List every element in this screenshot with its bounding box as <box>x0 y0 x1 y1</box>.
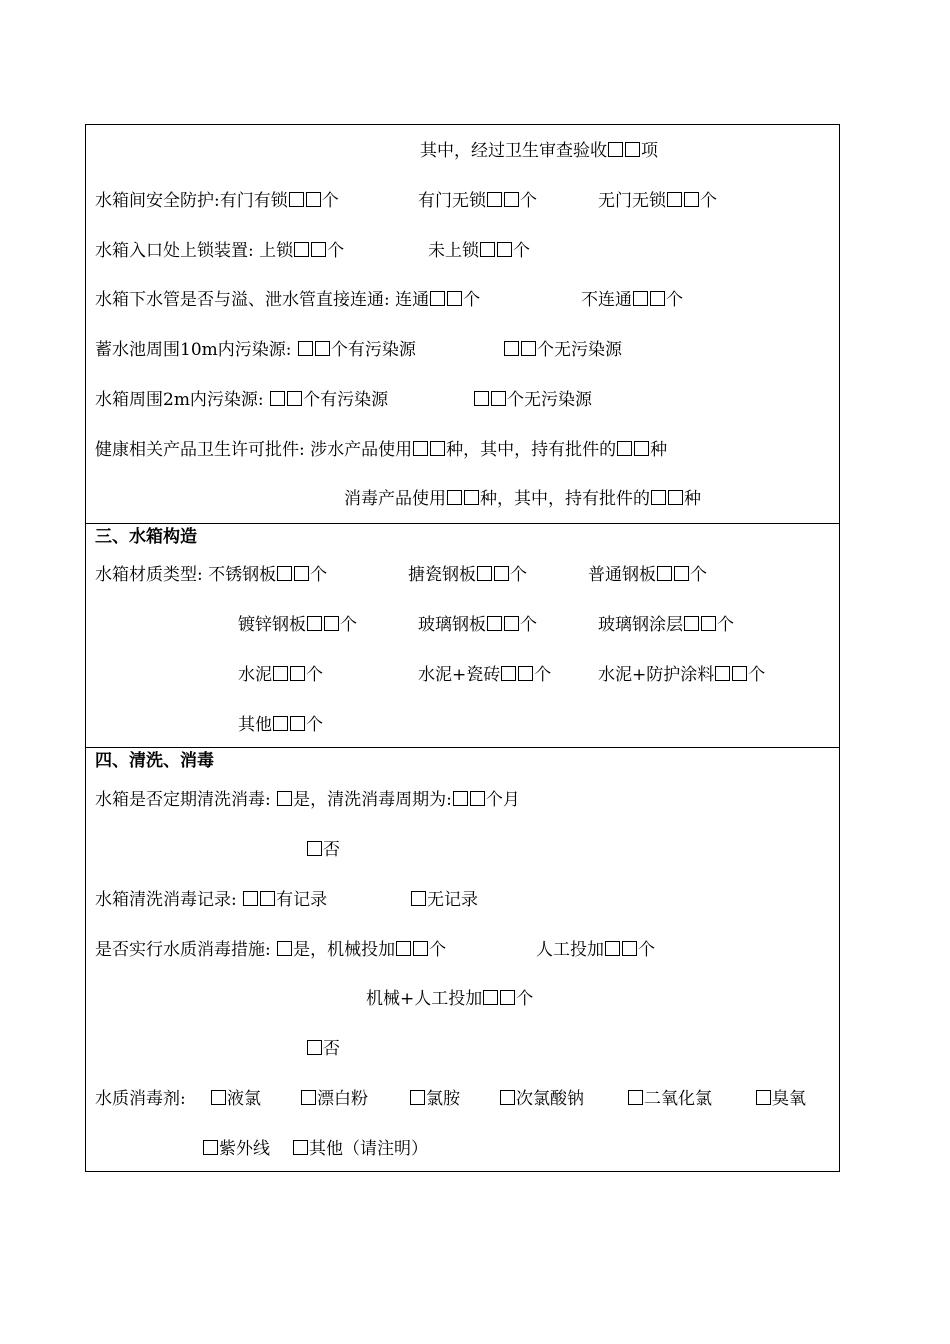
tank-no-pollution: 个无污染源 <box>473 389 592 411</box>
digit-box[interactable] <box>684 616 699 631</box>
digit-box[interactable] <box>487 192 502 207</box>
checkbox[interactable] <box>307 841 322 856</box>
digit-box[interactable] <box>518 666 533 681</box>
digit-box[interactable] <box>430 291 445 306</box>
digit-box[interactable] <box>625 142 640 157</box>
digit-box[interactable] <box>315 341 330 356</box>
lock-line: 水箱入口处上锁装置: 上锁 个 <box>95 241 345 261</box>
material-cement: 水泥 个 <box>238 665 323 685</box>
digit-box[interactable] <box>605 941 620 956</box>
checkbox[interactable] <box>277 791 292 806</box>
agent-bleach: 漂白粉 <box>300 1088 368 1110</box>
digit-box[interactable] <box>504 192 519 207</box>
digit-box[interactable] <box>480 242 495 257</box>
digit-box[interactable] <box>294 242 309 257</box>
digit-box[interactable] <box>650 291 665 306</box>
digit-box[interactable] <box>464 490 479 505</box>
security-opt2: 有门无锁 个 <box>418 191 537 211</box>
digit-box[interactable] <box>243 891 258 906</box>
digit-box[interactable] <box>273 716 288 731</box>
digit-box[interactable] <box>715 666 730 681</box>
digit-box[interactable] <box>311 242 326 257</box>
material-other: 其他 个 <box>238 715 323 735</box>
lock-opt2: 未上锁 个 <box>428 241 530 261</box>
tank-pollution-line: 水箱周围2m内污染源: 个有污染源 <box>95 390 389 410</box>
material-cement-coating: 水泥+防护涂料 个 <box>598 665 766 685</box>
material-cement-tile: 水泥+瓷砖 个 <box>418 665 552 685</box>
digit-box[interactable] <box>306 192 321 207</box>
record-line: 水箱清洗消毒记录: 有记录 <box>95 890 328 910</box>
digit-box[interactable] <box>608 142 623 157</box>
pool-pollution-line: 蓄水池周围10m内污染源: 个有污染源 <box>95 340 416 360</box>
material-fiberglass: 玻璃钢板 个 <box>418 615 537 635</box>
digit-box[interactable] <box>497 242 512 257</box>
digit-box[interactable] <box>634 441 649 456</box>
digit-box[interactable] <box>290 666 305 681</box>
digit-box[interactable] <box>732 666 747 681</box>
digit-box[interactable] <box>447 490 462 505</box>
digit-box[interactable] <box>504 341 519 356</box>
digit-box[interactable] <box>622 941 637 956</box>
digit-box[interactable] <box>447 291 462 306</box>
material-fiberglass-coating: 玻璃钢涂层 个 <box>598 615 734 635</box>
agent-other: 其他（请注明） <box>292 1138 428 1160</box>
digit-box[interactable] <box>474 391 489 406</box>
digit-box[interactable] <box>491 391 506 406</box>
digit-box[interactable] <box>324 616 339 631</box>
digit-box[interactable] <box>668 490 683 505</box>
checkbox[interactable] <box>756 1090 771 1105</box>
digit-box[interactable] <box>487 616 502 631</box>
digit-box[interactable] <box>501 666 516 681</box>
section-divider-four <box>85 747 840 748</box>
material-plain-steel: 普通钢板 个 <box>588 565 707 585</box>
digit-box[interactable] <box>651 490 666 505</box>
digit-box[interactable] <box>477 566 492 581</box>
manual-dosing: 人工投加 个 <box>536 940 655 960</box>
digit-box[interactable] <box>633 291 648 306</box>
pipe-line: 水箱下水管是否与溢、泄水管直接连通: 连通 个 <box>95 290 481 310</box>
digit-box[interactable] <box>500 990 515 1005</box>
digit-box[interactable] <box>617 441 632 456</box>
agent-ozone: 臭氧 <box>755 1088 806 1110</box>
digit-box[interactable] <box>504 616 519 631</box>
security-opt3: 无门无锁 个 <box>598 191 717 211</box>
mech-manual-dosing: 机械+人工投加 个 <box>366 989 534 1009</box>
material-line-1: 水箱材质类型: 不锈钢板 个 <box>95 565 328 585</box>
agent-chlorine-dioxide: 二氧化氯 <box>627 1088 712 1110</box>
digit-box[interactable] <box>307 616 322 631</box>
digit-box[interactable] <box>470 791 485 806</box>
material-enamel: 搪瓷钢板 个 <box>408 565 527 585</box>
section-four-title: 四、清洗、消毒 <box>95 751 214 771</box>
digit-box[interactable] <box>521 341 536 356</box>
agent-uv: 紫外线 <box>202 1138 270 1160</box>
digit-box[interactable] <box>430 441 445 456</box>
checkbox[interactable] <box>203 1140 218 1155</box>
checkbox[interactable] <box>211 1090 226 1105</box>
digit-box[interactable] <box>413 441 428 456</box>
disinfect-product-line: 消毒产品使用 种，其中，持有批件的 种 <box>344 489 701 509</box>
agent-chloramine: 氯胺 <box>409 1088 460 1110</box>
measure-line: 是否实行水质消毒措施: 是，机械投加 个 <box>95 940 447 960</box>
inspection-form <box>85 124 840 1172</box>
checkbox[interactable] <box>277 941 292 956</box>
digit-box[interactable] <box>657 566 672 581</box>
digit-box[interactable] <box>260 891 275 906</box>
pipe-opt2: 不连通 个 <box>581 290 683 310</box>
digit-box[interactable] <box>667 192 682 207</box>
section-three-title: 三、水箱构造 <box>95 527 197 547</box>
digit-box[interactable] <box>277 566 292 581</box>
digit-box[interactable] <box>290 716 305 731</box>
checkbox[interactable] <box>411 891 426 906</box>
digit-box[interactable] <box>298 341 313 356</box>
digit-box[interactable] <box>287 391 302 406</box>
agent-liquid-chlorine: 液氯 <box>210 1088 261 1110</box>
digit-box[interactable] <box>453 791 468 806</box>
digit-box[interactable] <box>289 192 304 207</box>
pool-no-pollution: 个无污染源 <box>503 339 622 361</box>
digit-box[interactable] <box>270 391 285 406</box>
digit-box[interactable] <box>294 566 309 581</box>
regular-clean-line: 水箱是否定期清洗消毒: 是，清洗消毒周期为: 个月 <box>95 790 520 810</box>
digit-box[interactable] <box>396 941 411 956</box>
no-record: 无记录 <box>410 889 478 911</box>
digit-box[interactable] <box>701 616 716 631</box>
agent-hypochlorite: 次氯酸钠 <box>499 1088 584 1110</box>
form-border <box>85 124 840 1172</box>
approved-items-line: 其中，经过卫生审查验收 项 <box>420 141 658 161</box>
section-divider-three <box>85 523 840 524</box>
checkbox[interactable] <box>410 1090 425 1105</box>
checkbox[interactable] <box>307 1040 322 1055</box>
permit-line: 健康相关产品卫生许可批件: 涉水产品使用 种，其中，持有批件的 种 <box>95 440 668 460</box>
checkbox[interactable] <box>500 1090 515 1105</box>
digit-box[interactable] <box>684 192 699 207</box>
digit-box[interactable] <box>494 566 509 581</box>
checkbox[interactable] <box>301 1090 316 1105</box>
checkbox[interactable] <box>293 1140 308 1155</box>
digit-box[interactable] <box>273 666 288 681</box>
material-galvanized: 镀锌钢板 个 <box>238 615 357 635</box>
checkbox[interactable] <box>628 1090 643 1105</box>
digit-box[interactable] <box>483 990 498 1005</box>
digit-box[interactable] <box>674 566 689 581</box>
digit-box[interactable] <box>413 941 428 956</box>
security-line-label: 水箱间安全防护:有门有锁 个 <box>95 191 339 211</box>
agent-label: 水质消毒剂: <box>95 1089 186 1109</box>
measure-no: 否 <box>306 1038 340 1060</box>
regular-clean-no: 否 <box>306 839 340 861</box>
